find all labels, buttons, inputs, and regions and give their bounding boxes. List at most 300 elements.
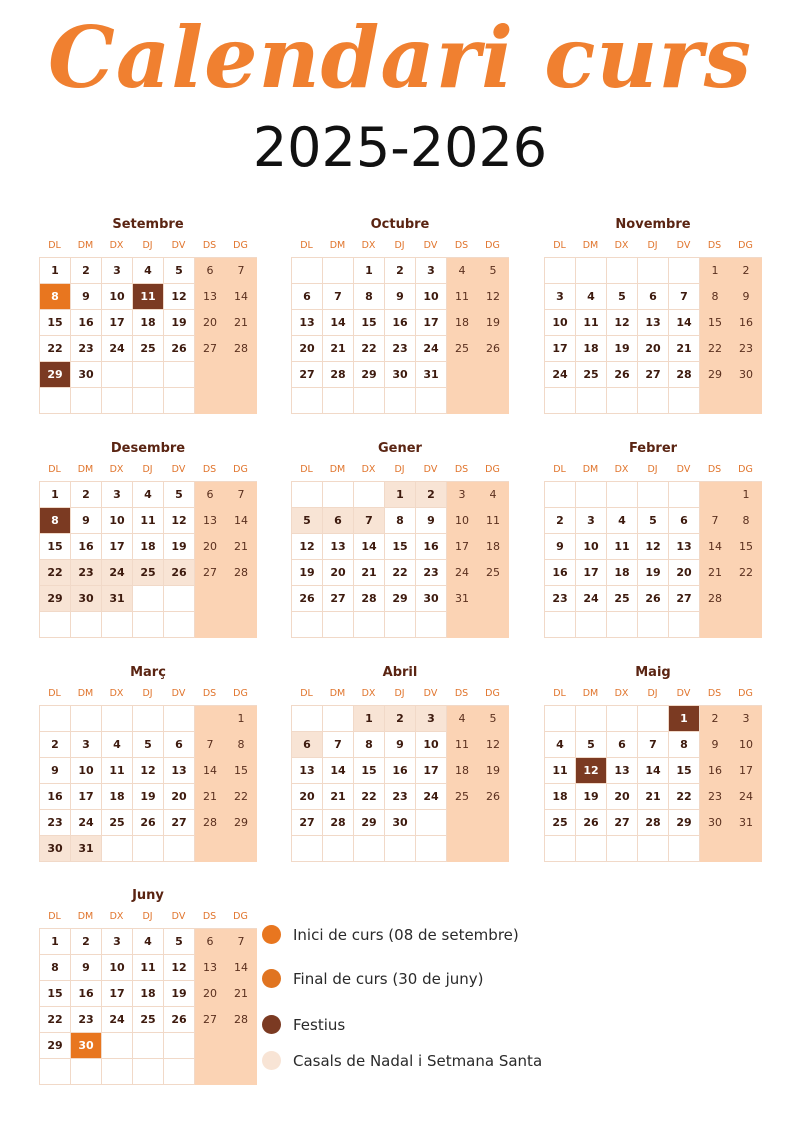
empty-cell bbox=[102, 362, 133, 388]
weekday-label: DJ bbox=[142, 240, 153, 251]
day-cell: 30 bbox=[731, 362, 762, 388]
empty-cell bbox=[133, 836, 164, 862]
day-cell: 23 bbox=[385, 336, 416, 362]
day-cell: 24 bbox=[731, 784, 762, 810]
day-cell: 2 bbox=[71, 482, 102, 508]
weekday-label: DM bbox=[582, 688, 599, 699]
day-cell: 20 bbox=[292, 784, 323, 810]
day-cell: 17 bbox=[545, 336, 576, 362]
day-cell: 14 bbox=[226, 284, 257, 310]
empty-cell bbox=[164, 388, 195, 414]
day-cell: 11 bbox=[447, 284, 478, 310]
weekday-label: DS bbox=[202, 688, 217, 699]
day-cell: 5 bbox=[576, 732, 607, 758]
day-cell: 21 bbox=[669, 336, 700, 362]
day-cell: 22 bbox=[669, 784, 700, 810]
empty-cell bbox=[700, 836, 731, 862]
empty-cell bbox=[354, 836, 385, 862]
day-cell: 25 bbox=[576, 362, 607, 388]
day-cell: 27 bbox=[195, 1007, 226, 1033]
day-cell: 19 bbox=[638, 560, 669, 586]
day-cell: 22 bbox=[700, 336, 731, 362]
weekday-label: DX bbox=[614, 688, 629, 699]
day-cell: 23 bbox=[385, 784, 416, 810]
day-cell: 2 bbox=[71, 258, 102, 284]
day-cell: 19 bbox=[478, 758, 509, 784]
day-cell: 29 bbox=[669, 810, 700, 836]
day-cell: 20 bbox=[292, 336, 323, 362]
weekday-label: DS bbox=[202, 464, 217, 475]
month-name: Maig bbox=[635, 665, 671, 680]
day-cell: 10 bbox=[416, 284, 447, 310]
day-cell: 15 bbox=[731, 534, 762, 560]
day-cell: 14 bbox=[638, 758, 669, 784]
empty-cell bbox=[323, 388, 354, 414]
day-cell: 11 bbox=[607, 534, 638, 560]
weekday-label: DS bbox=[707, 240, 722, 251]
empty-cell bbox=[638, 612, 669, 638]
weekday-label: DV bbox=[423, 688, 438, 699]
empty-cell bbox=[576, 482, 607, 508]
weekday-label: DS bbox=[202, 911, 217, 922]
day-cell: 5 bbox=[638, 508, 669, 534]
empty-cell bbox=[354, 482, 385, 508]
empty-cell bbox=[195, 836, 226, 862]
weekday-label: DX bbox=[109, 911, 124, 922]
day-cell: 25 bbox=[133, 560, 164, 586]
day-cell: 3 bbox=[71, 732, 102, 758]
empty-cell bbox=[700, 612, 731, 638]
legend-item-end bbox=[262, 969, 484, 988]
day-cell: 13 bbox=[195, 508, 226, 534]
empty-cell bbox=[545, 482, 576, 508]
day-cell: 2 bbox=[71, 929, 102, 955]
day-cell: 12 bbox=[478, 284, 509, 310]
day-cell: 29 bbox=[354, 810, 385, 836]
day-cell: 29 bbox=[226, 810, 257, 836]
empty-cell bbox=[133, 612, 164, 638]
day-cell: 21 bbox=[226, 310, 257, 336]
weekday-label: DG bbox=[233, 911, 248, 922]
empty-cell bbox=[164, 1059, 195, 1085]
day-cell: 13 bbox=[195, 284, 226, 310]
day-cell: 13 bbox=[292, 310, 323, 336]
day-cell: 14 bbox=[195, 758, 226, 784]
day-cell: 12 bbox=[164, 284, 195, 310]
weekday-header bbox=[39, 683, 257, 705]
weekday-label: DM bbox=[77, 464, 94, 475]
day-cell: 1 bbox=[354, 706, 385, 732]
empty-cell bbox=[545, 258, 576, 284]
day-cell: 10 bbox=[71, 758, 102, 784]
month-grid bbox=[39, 928, 257, 1085]
day-cell: 12 bbox=[607, 310, 638, 336]
weekday-label: DJ bbox=[647, 240, 658, 251]
day-cell: 28 bbox=[669, 362, 700, 388]
day-cell: 11 bbox=[133, 955, 164, 981]
day-cell: 26 bbox=[478, 336, 509, 362]
empty-cell bbox=[195, 706, 226, 732]
day-cell: 27 bbox=[195, 336, 226, 362]
end-day-cell: 30 bbox=[71, 1033, 102, 1059]
empty-cell bbox=[416, 388, 447, 414]
day-cell: 16 bbox=[385, 310, 416, 336]
day-cell: 5 bbox=[292, 508, 323, 534]
empty-cell bbox=[416, 836, 447, 862]
empty-cell bbox=[607, 482, 638, 508]
empty-cell bbox=[669, 388, 700, 414]
day-cell: 17 bbox=[731, 758, 762, 784]
empty-cell bbox=[416, 810, 447, 836]
empty-cell bbox=[292, 258, 323, 284]
day-cell: 24 bbox=[102, 336, 133, 362]
day-cell: 6 bbox=[292, 732, 323, 758]
day-cell: 16 bbox=[71, 310, 102, 336]
day-cell: 24 bbox=[71, 810, 102, 836]
day-cell: 4 bbox=[447, 706, 478, 732]
day-cell: 4 bbox=[607, 508, 638, 534]
month-grid bbox=[291, 257, 509, 414]
weekday-label: DV bbox=[423, 464, 438, 475]
empty-cell bbox=[385, 836, 416, 862]
day-cell: 29 bbox=[40, 1033, 71, 1059]
day-cell: 22 bbox=[40, 1007, 71, 1033]
day-cell: 26 bbox=[164, 560, 195, 586]
empty-cell bbox=[40, 612, 71, 638]
day-cell: 12 bbox=[478, 732, 509, 758]
empty-cell bbox=[478, 586, 509, 612]
empty-cell bbox=[638, 482, 669, 508]
day-cell: 4 bbox=[545, 732, 576, 758]
day-cell: 5 bbox=[478, 706, 509, 732]
day-cell: 30 bbox=[416, 586, 447, 612]
month-grid bbox=[39, 257, 257, 414]
day-cell: 23 bbox=[731, 336, 762, 362]
month-0 bbox=[39, 215, 257, 414]
day-cell: 18 bbox=[133, 310, 164, 336]
weekday-label: DG bbox=[738, 240, 753, 251]
empty-cell bbox=[638, 706, 669, 732]
day-cell: 20 bbox=[164, 784, 195, 810]
day-cell: 7 bbox=[226, 929, 257, 955]
empty-cell bbox=[133, 586, 164, 612]
month-name: Juny bbox=[132, 888, 164, 903]
month-6 bbox=[39, 663, 257, 862]
weekday-label: DG bbox=[485, 240, 500, 251]
weekday-header bbox=[544, 235, 762, 257]
weekday-label: DL bbox=[48, 911, 61, 922]
end-marker-icon bbox=[262, 969, 281, 988]
empty-cell bbox=[102, 1059, 133, 1085]
day-cell: 21 bbox=[323, 336, 354, 362]
day-cell: 7 bbox=[226, 482, 257, 508]
day-cell: 10 bbox=[102, 284, 133, 310]
empty-cell bbox=[164, 706, 195, 732]
weekday-label: DV bbox=[676, 240, 691, 251]
day-cell: 4 bbox=[133, 929, 164, 955]
day-cell: 20 bbox=[323, 560, 354, 586]
empty-cell bbox=[102, 1033, 133, 1059]
weekday-label: DJ bbox=[142, 464, 153, 475]
weekday-label: DL bbox=[300, 688, 313, 699]
day-cell: 26 bbox=[133, 810, 164, 836]
day-cell: 6 bbox=[669, 508, 700, 534]
empty-cell bbox=[323, 612, 354, 638]
day-cell: 2 bbox=[385, 706, 416, 732]
legend-item-casal bbox=[262, 1051, 542, 1070]
weekday-label: DM bbox=[329, 240, 346, 251]
day-cell: 5 bbox=[164, 929, 195, 955]
day-cell: 1 bbox=[40, 482, 71, 508]
day-cell: 12 bbox=[164, 508, 195, 534]
weekday-label: DM bbox=[329, 688, 346, 699]
day-cell: 27 bbox=[323, 586, 354, 612]
day-cell: 3 bbox=[102, 258, 133, 284]
empty-cell bbox=[195, 1059, 226, 1085]
empty-cell bbox=[292, 612, 323, 638]
day-cell: 1 bbox=[354, 258, 385, 284]
weekday-header bbox=[291, 683, 509, 705]
day-cell: 7 bbox=[669, 284, 700, 310]
weekday-label: DL bbox=[300, 240, 313, 251]
day-cell: 10 bbox=[102, 508, 133, 534]
day-cell: 7 bbox=[638, 732, 669, 758]
day-cell: 19 bbox=[164, 534, 195, 560]
page-subtitle: 2025-2026 bbox=[252, 116, 548, 179]
weekday-label: DX bbox=[109, 688, 124, 699]
day-cell: 16 bbox=[71, 981, 102, 1007]
day-cell: 24 bbox=[447, 560, 478, 586]
empty-cell bbox=[102, 706, 133, 732]
day-cell: 6 bbox=[292, 284, 323, 310]
empty-cell bbox=[731, 836, 762, 862]
weekday-label: DS bbox=[707, 464, 722, 475]
day-cell: 16 bbox=[385, 758, 416, 784]
empty-cell bbox=[545, 706, 576, 732]
month-name: Març bbox=[130, 665, 166, 680]
weekday-label: DS bbox=[202, 240, 217, 251]
holiday-marker-icon bbox=[262, 1015, 281, 1034]
day-cell: 22 bbox=[731, 560, 762, 586]
empty-cell bbox=[40, 388, 71, 414]
empty-cell bbox=[669, 612, 700, 638]
day-cell: 28 bbox=[323, 810, 354, 836]
empty-cell bbox=[447, 810, 478, 836]
empty-cell bbox=[478, 388, 509, 414]
day-cell: 25 bbox=[447, 336, 478, 362]
empty-cell bbox=[133, 362, 164, 388]
empty-cell bbox=[638, 388, 669, 414]
empty-cell bbox=[323, 836, 354, 862]
day-cell: 1 bbox=[226, 706, 257, 732]
day-cell: 19 bbox=[292, 560, 323, 586]
day-cell: 28 bbox=[226, 336, 257, 362]
day-cell: 11 bbox=[478, 508, 509, 534]
empty-cell bbox=[545, 612, 576, 638]
day-cell: 22 bbox=[354, 336, 385, 362]
holiday-day-cell: 11 bbox=[133, 284, 164, 310]
legend-label: Final de curs (30 de juny) bbox=[293, 969, 484, 988]
empty-cell bbox=[226, 836, 257, 862]
day-cell: 6 bbox=[638, 284, 669, 310]
day-cell: 9 bbox=[40, 758, 71, 784]
day-cell: 3 bbox=[545, 284, 576, 310]
weekday-label: DJ bbox=[394, 240, 405, 251]
day-cell: 9 bbox=[545, 534, 576, 560]
day-cell: 26 bbox=[638, 586, 669, 612]
day-cell: 13 bbox=[164, 758, 195, 784]
empty-cell bbox=[226, 1033, 257, 1059]
day-cell: 30 bbox=[385, 810, 416, 836]
weekday-label: DJ bbox=[394, 688, 405, 699]
empty-cell bbox=[700, 482, 731, 508]
month-name: Febrer bbox=[628, 441, 678, 456]
weekday-label: DM bbox=[582, 464, 599, 475]
empty-cell bbox=[71, 612, 102, 638]
day-cell: 4 bbox=[478, 482, 509, 508]
day-cell: 26 bbox=[292, 586, 323, 612]
day-cell: 10 bbox=[447, 508, 478, 534]
empty-cell bbox=[447, 388, 478, 414]
weekday-label: DJ bbox=[142, 911, 153, 922]
day-cell: 17 bbox=[416, 758, 447, 784]
month-grid bbox=[544, 257, 762, 414]
day-cell: 21 bbox=[226, 981, 257, 1007]
empty-cell bbox=[226, 362, 257, 388]
day-cell: 27 bbox=[638, 362, 669, 388]
weekday-label: DG bbox=[233, 464, 248, 475]
day-cell: 12 bbox=[133, 758, 164, 784]
weekday-header bbox=[544, 459, 762, 481]
day-cell: 18 bbox=[545, 784, 576, 810]
day-cell: 4 bbox=[576, 284, 607, 310]
month-name: Abril bbox=[382, 665, 418, 680]
day-cell: 16 bbox=[40, 784, 71, 810]
empty-cell bbox=[669, 258, 700, 284]
day-cell: 17 bbox=[102, 534, 133, 560]
day-cell: 17 bbox=[102, 981, 133, 1007]
day-cell: 5 bbox=[164, 258, 195, 284]
month-grid bbox=[291, 705, 509, 862]
empty-cell bbox=[478, 810, 509, 836]
day-cell: 22 bbox=[226, 784, 257, 810]
day-cell: 25 bbox=[133, 336, 164, 362]
empty-cell bbox=[478, 362, 509, 388]
empty-cell bbox=[323, 482, 354, 508]
day-cell: 8 bbox=[385, 508, 416, 534]
day-cell: 11 bbox=[447, 732, 478, 758]
weekday-label: DM bbox=[77, 688, 94, 699]
day-cell: 13 bbox=[607, 758, 638, 784]
day-cell: 21 bbox=[323, 784, 354, 810]
day-cell: 15 bbox=[40, 310, 71, 336]
day-cell: 25 bbox=[133, 1007, 164, 1033]
day-cell: 2 bbox=[700, 706, 731, 732]
empty-cell bbox=[195, 612, 226, 638]
day-cell: 25 bbox=[545, 810, 576, 836]
day-cell: 19 bbox=[133, 784, 164, 810]
day-cell: 24 bbox=[102, 1007, 133, 1033]
day-cell: 24 bbox=[416, 784, 447, 810]
day-cell: 2 bbox=[545, 508, 576, 534]
day-cell: 8 bbox=[40, 955, 71, 981]
day-cell: 27 bbox=[164, 810, 195, 836]
day-cell: 28 bbox=[700, 586, 731, 612]
day-cell: 18 bbox=[478, 534, 509, 560]
month-3 bbox=[39, 439, 257, 638]
day-cell: 20 bbox=[195, 310, 226, 336]
empty-cell bbox=[385, 612, 416, 638]
day-cell: 21 bbox=[700, 560, 731, 586]
day-cell: 9 bbox=[416, 508, 447, 534]
empty-cell bbox=[71, 388, 102, 414]
day-cell: 4 bbox=[447, 258, 478, 284]
month-name: Setembre bbox=[112, 217, 184, 232]
month-name: Novembre bbox=[615, 217, 691, 232]
day-cell: 12 bbox=[164, 955, 195, 981]
day-cell: 28 bbox=[226, 560, 257, 586]
day-cell: 18 bbox=[133, 534, 164, 560]
month-9 bbox=[39, 886, 257, 1085]
day-cell: 30 bbox=[700, 810, 731, 836]
weekday-label: DL bbox=[553, 240, 566, 251]
day-cell: 6 bbox=[195, 482, 226, 508]
weekday-label: DX bbox=[614, 464, 629, 475]
empty-cell bbox=[638, 836, 669, 862]
day-cell: 19 bbox=[164, 310, 195, 336]
day-cell: 16 bbox=[545, 560, 576, 586]
day-cell: 20 bbox=[195, 534, 226, 560]
day-cell: 17 bbox=[102, 310, 133, 336]
day-cell: 15 bbox=[226, 758, 257, 784]
day-cell: 14 bbox=[669, 310, 700, 336]
empty-cell bbox=[385, 388, 416, 414]
day-cell: 28 bbox=[354, 586, 385, 612]
day-cell: 28 bbox=[638, 810, 669, 836]
weekday-label: DG bbox=[485, 688, 500, 699]
day-cell: 23 bbox=[416, 560, 447, 586]
day-cell: 23 bbox=[40, 810, 71, 836]
empty-cell bbox=[226, 1059, 257, 1085]
empty-cell bbox=[40, 706, 71, 732]
day-cell: 9 bbox=[731, 284, 762, 310]
day-cell: 10 bbox=[416, 732, 447, 758]
day-cell: 13 bbox=[323, 534, 354, 560]
empty-cell bbox=[71, 1059, 102, 1085]
day-cell: 21 bbox=[226, 534, 257, 560]
weekday-header bbox=[291, 235, 509, 257]
day-cell: 31 bbox=[102, 586, 133, 612]
legend-label: Casals de Nadal i Setmana Santa bbox=[293, 1051, 543, 1070]
day-cell: 28 bbox=[226, 1007, 257, 1033]
day-cell: 7 bbox=[323, 732, 354, 758]
holiday-day-cell: 1 bbox=[669, 706, 700, 732]
day-cell: 17 bbox=[416, 310, 447, 336]
day-cell: 20 bbox=[607, 784, 638, 810]
day-cell: 3 bbox=[447, 482, 478, 508]
empty-cell bbox=[292, 706, 323, 732]
empty-cell bbox=[195, 586, 226, 612]
empty-cell bbox=[545, 388, 576, 414]
empty-cell bbox=[478, 836, 509, 862]
empty-cell bbox=[164, 586, 195, 612]
day-cell: 18 bbox=[576, 336, 607, 362]
weekday-label: DS bbox=[454, 464, 469, 475]
day-cell: 17 bbox=[576, 560, 607, 586]
holiday-day-cell: 8 bbox=[40, 508, 71, 534]
day-cell: 22 bbox=[354, 784, 385, 810]
day-cell: 28 bbox=[323, 362, 354, 388]
